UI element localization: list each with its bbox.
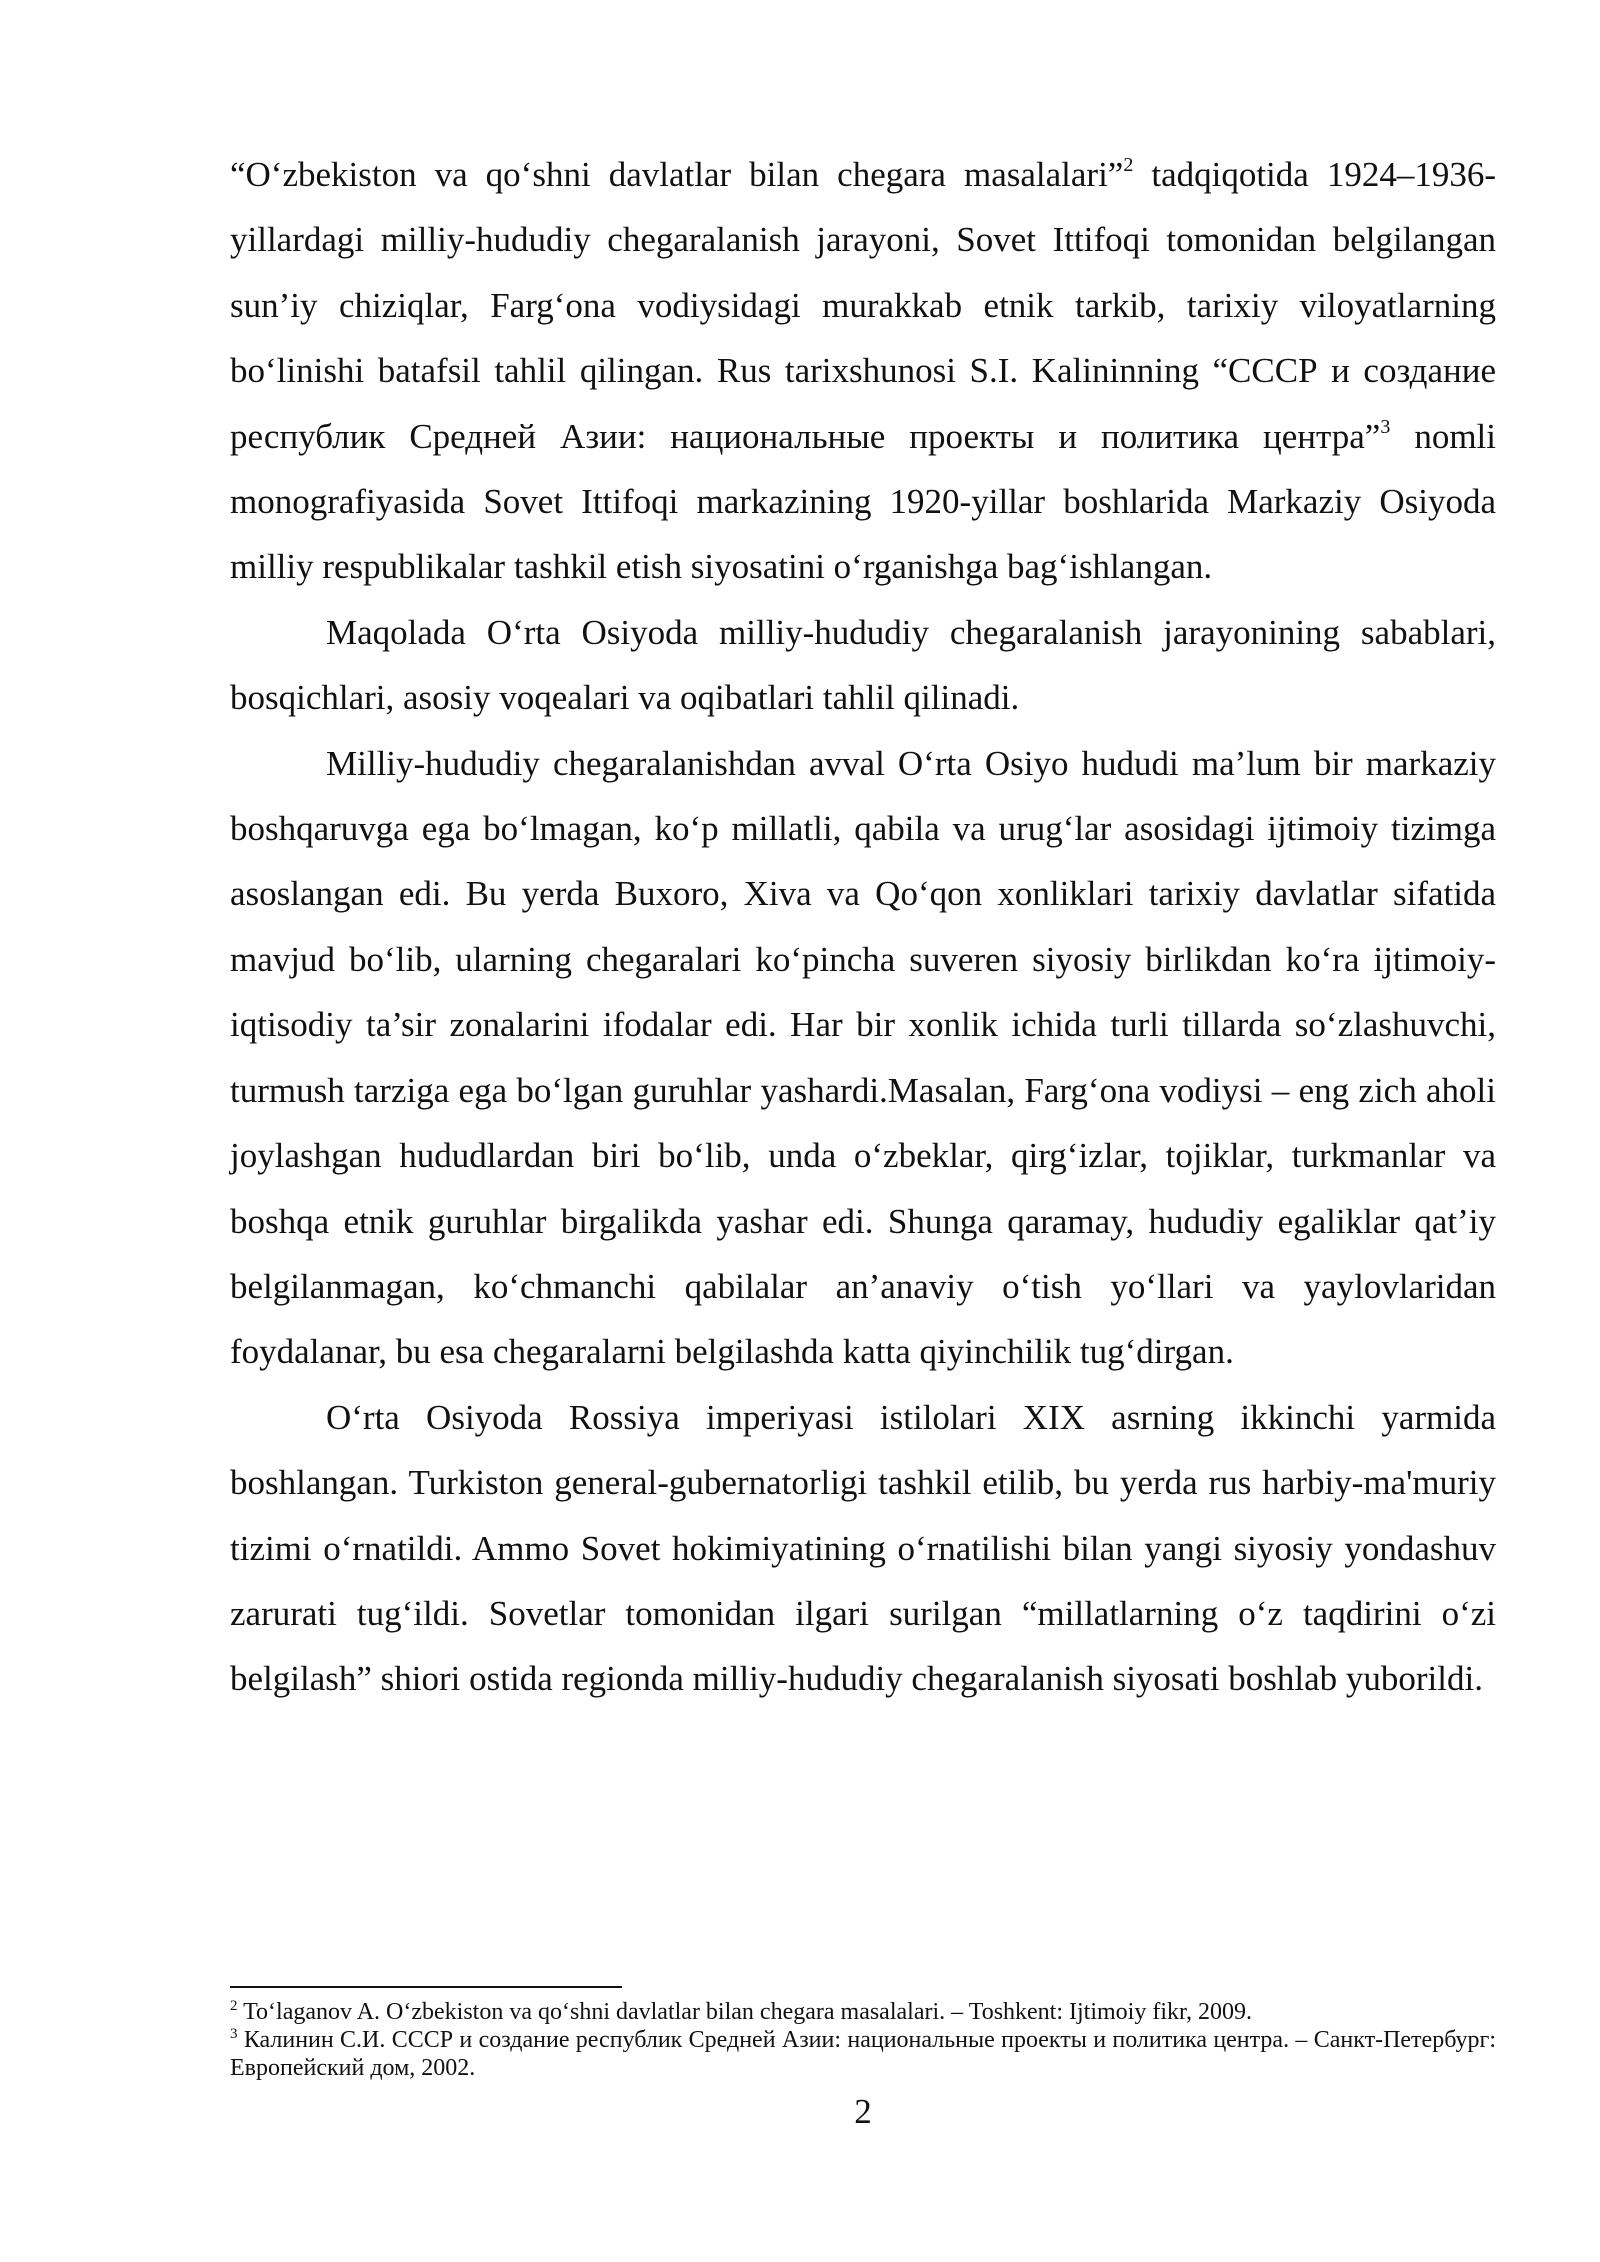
footnote-divider bbox=[230, 1986, 622, 1988]
paragraph-1-text-a: “O‘zbekiston va qo‘shni davlatlar bilan chegara masalalari” bbox=[230, 155, 1124, 194]
paragraph-3: Milliy-hududiy chegaralanishdan avval O‘rta Osiyo hududi ma’lum bir markaziy boshqaruvga ega bo‘lmagan, ko‘p millatli, qabila va urug‘lar asosidagi ijtimoiy tizimga asoslangan edi. Bu yerda Buxoro, Xiva va Qo‘qon xonliklari tarixiy davlatlar sifatida mavjud bo‘lib, ularning chegaralari ko‘pincha suveren siyosiy birlikdan ko‘ra ijtimoiy-iqtisodiy ta’sir zonalarini ifodalar edi. Har bir xonlik ichida turli tillarda so‘zlashuvchi, turmush tarziga ega bo‘lgan guruhlar yashardi.Masalan, Farg‘ona vodiysi – eng zich aholi joylashgan hududlardan biri bo‘lib, unda o‘zbeklar, qirg‘izlar, tojiklar, turkmanlar va boshqa etnik guruhlar birgalikda yashar edi. Shunga qaramay, hududiy egaliklar qat’iy belgilanmagan, ko‘chmanchi qabilalar an’anaviy o‘tish yo‘llari va yaylovlaridan foydalanar, bu esa chegaralarni belgilashda katta qiyinchilik tug‘dirgan. bbox=[230, 743, 1496, 1372]
footnote-3-text: Калинин С.И. СССР и создание республик Средней Азии: национальные проекты и политика центра. – Санкт-Петербург: Европейский дом, 2002. bbox=[230, 2027, 1496, 2081]
paragraph-4: O‘rta Osiyoda Rossiya imperiyasi istilolari XIX asrning ikkinchi yarmida boshlangan. Turkiston general-gubernatorligi tashkil etilib, bu yerda rus harbiy-ma'muriy tizimi o‘rnatildi. Ammo Sovet hokimiyatining o‘rnatilishi bilan yangi siyosiy yondashuv zarurati tug‘ildi. Sovetlar tomonidan ilgari surilgan “millatlarning o‘z taqdirini o‘zi belgilash” shiori ostida regionda milliy-hududiy chegaralanish siyosati boshlab yuborildi. bbox=[230, 1397, 1496, 1699]
footnote-mark-3: 3 bbox=[230, 2026, 238, 2042]
footnote-2-text: To‘laganov A. O‘zbekiston va qo‘shni davlatlar bilan chegara masalalari. – Toshkent: Ijtimoiy fikr, 2009. bbox=[237, 1999, 1253, 2025]
paragraph-1 bbox=[230, 142, 1496, 600]
footnote-mark-2: 2 bbox=[230, 1998, 238, 2014]
paragraph-2: Maqolada O‘rta Osiyoda milliy-hududiy chegaralanish jarayonining sabablari, bosqichlari, asosiy voqealari va oqibatlari tahlil qilinadi. bbox=[230, 612, 1496, 718]
body-text bbox=[230, 142, 1496, 1712]
footnote-ref-2[interactable]: 2 bbox=[1123, 154, 1134, 176]
paragraph-1-text-b: tadqiqotida 1924–1936-yillardagi milliy-hududiy chegaralanish jarayoni, Sovet Ittifoqi tomonidan belgilangan sun’iy chiziqlar, Farg‘ona vodiysidagi murakkab etnik tarkib, tarixiy viloyatlarning bo‘linishi batafsil tahlil qilingan. Rus tarixshunosi S.I. Kalininning “СССР и создание республик Средней Азии: национальные проекты и политика центра” bbox=[230, 155, 1496, 456]
footnote-ref-3[interactable]: 3 bbox=[1380, 415, 1391, 438]
paragraph-1-text-c: nomli monografiyasida Sovet Ittifoqi markazining 1920-yillar boshlarida Markaziy Osiyoda milliy respublikalar tashkil etish siyosatini o‘rganishga bag‘ishlangan. bbox=[230, 416, 1496, 587]
footnotes bbox=[230, 1998, 1496, 2082]
page-number: 2 bbox=[854, 2092, 872, 2131]
footnote-3 bbox=[230, 2026, 1496, 2082]
footnote-2 bbox=[230, 1998, 1496, 2026]
